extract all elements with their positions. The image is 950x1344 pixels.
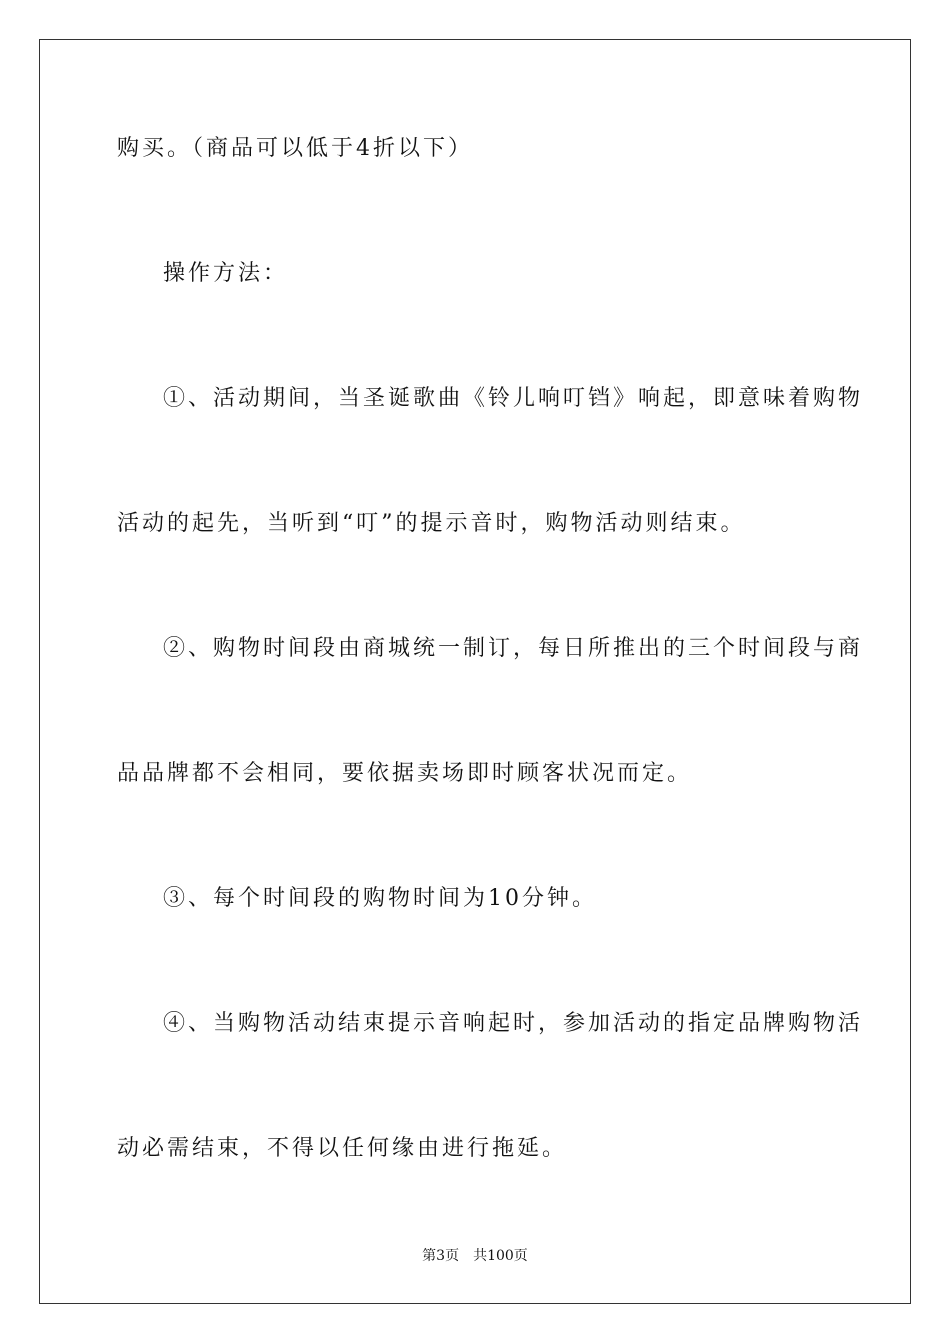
page-number-footer: 第3页 共100页 xyxy=(422,1248,528,1264)
rule-1-line-1: ①、活动期间，当圣诞歌曲《铃儿响叮铛》响起，即意味着购物 xyxy=(163,386,864,411)
rule-4-line-1: ④、当购物活动结束提示音响起时，参加活动的指定品牌购物活 xyxy=(163,1011,864,1036)
rule-3-line-1: ③、每个时间段的购物时间为10分钟。 xyxy=(163,886,597,911)
rule-2-line-1: ②、购物时间段由商城统一制订，每日所推出的三个时间段与商 xyxy=(163,636,864,661)
page-border xyxy=(39,39,911,1304)
paragraph-line-1: 购买。（商品可以低于4折以下） xyxy=(117,136,473,161)
rule-4-line-2: 动必需结束，不得以任何缘由进行拖延。 xyxy=(117,1136,568,1161)
rule-2-line-2: 品品牌都不会相同，要依据卖场即时顾客状况而定。 xyxy=(117,761,693,786)
section-heading-operation-method: 操作方法： xyxy=(163,261,289,286)
rule-1-line-2: 活动的起先，当听到“叮”的提示音时，购物活动则结束。 xyxy=(117,511,746,536)
